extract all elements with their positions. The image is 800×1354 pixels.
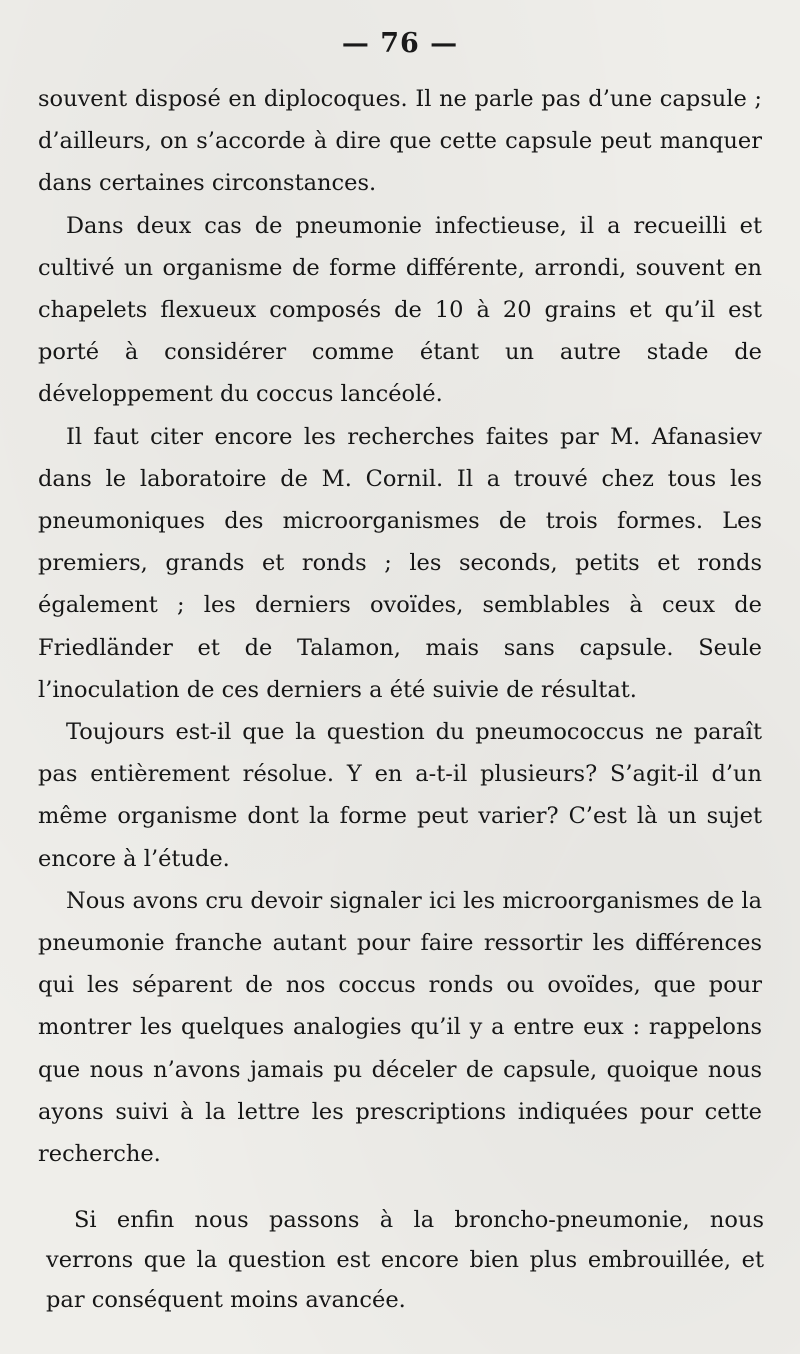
paragraph-pneumococcus-question: Toujours est-il que la question du pneumococcus ne paraît pas entièrement résolue. Y en a-t-il plusieurs? S’agit-il d’un même organisme dont la forme peut varier? C’est là un sujet encore à l’étude. xyxy=(38,719,762,872)
closing-text xyxy=(46,1200,764,1320)
paragraph-continuation: souvent disposé en diplocoques. Il ne parle pas d’une capsule ; d’ailleurs, on s’accorde à dire que cette capsule peut manquer dans certaines circonstances. xyxy=(38,86,762,197)
paragraph-microorganisms-comparison: Nous avons cru devoir signaler ici les microorganismes de la pneumonie franche autant pour faire ressortir les différences qui les séparent de nos coccus ronds ou ovoïdes, que pour montrer les quelques analogies qu’il y a entre eux : rappelons que nous n’avons jamais pu déceler de capsule, quoique nous ayons suivi à la lettre les prescriptions indiquées pour cette recherche. xyxy=(38,887,762,1168)
paragraph-infectious-pneumonia: Dans deux cas de pneumonie infectieuse, il a recueilli et cultivé un organisme de forme différente, arrondi, souvent en chapelets flexueux composés de 10 à 20 grains et qu’il est porté à considérer comme étant un autre stade de développement du coccus lancéolé. xyxy=(38,212,762,408)
page-number: — 76 — xyxy=(341,28,459,59)
paragraph-afanasiev: Il faut citer encore les recherches faites par M. Afanasiev dans le laboratoire de M. Cornil. Il a trouvé chez tous les pneumoniques des microorganismes de trois formes. Les premiers, grands et ronds ; les seconds, petits et ronds également ; les derniers ovoïdes, semblables à ceux de Friedländer et de Talamon, mais sans capsule. Seule l’inoculation de ces derniers a été suivie de résultat. xyxy=(38,423,762,703)
paragraph-broncho-pneumonia: Si enfin nous passons à la broncho-pneumonie, nous verrons que la question est encore bien plus embrouillée, et par conséquent moins avancée. xyxy=(46,1207,764,1313)
main-text xyxy=(38,78,762,1175)
